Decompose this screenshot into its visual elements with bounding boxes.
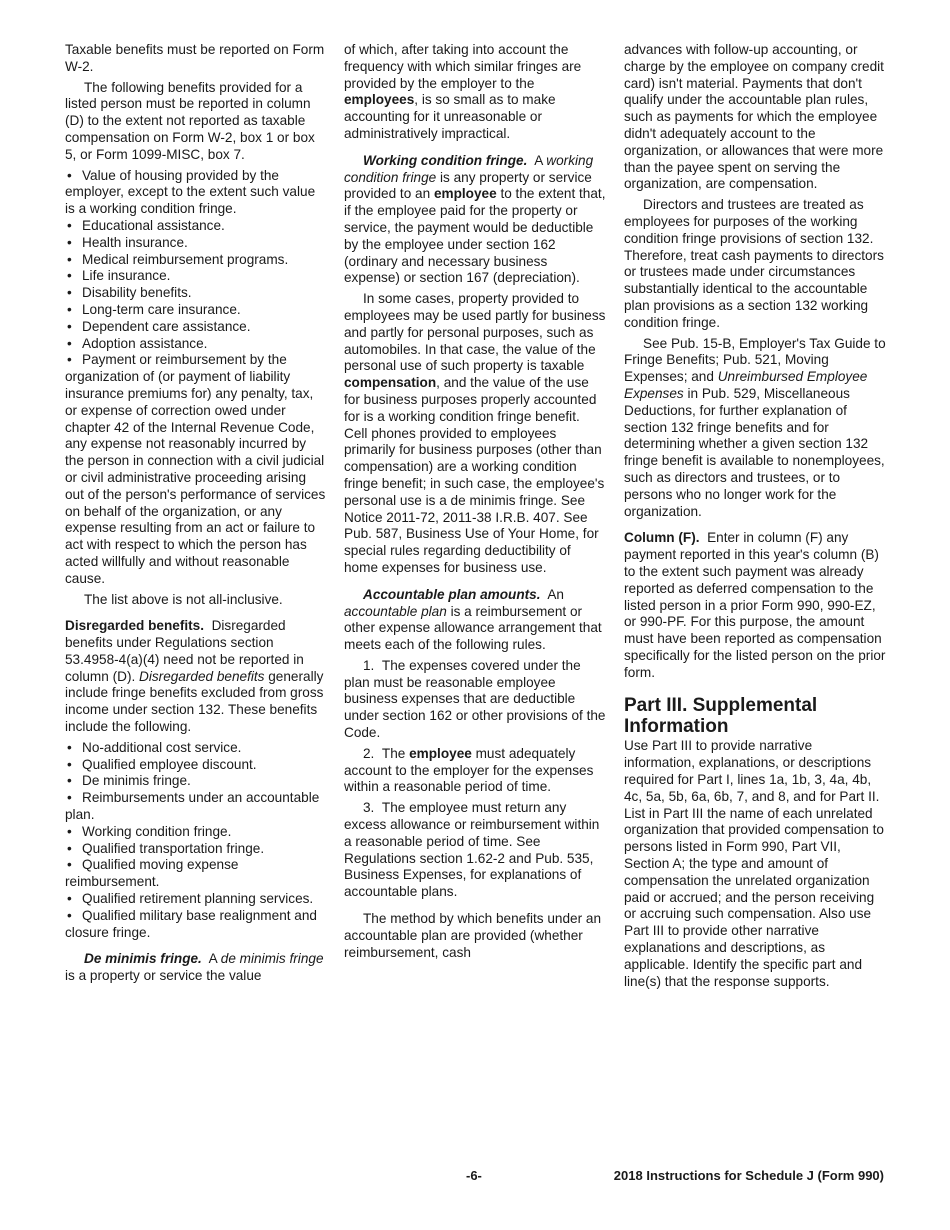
list-item: • Long-term care insurance. [65, 302, 327, 319]
list-item: • Medical reimbursement programs. [65, 252, 327, 269]
rule-item: 3. The employee must return any excess allowance or reimbursement within a reasonable period of time. See Regulations section 1.62-2 and Pub. 535, Business Expenses, for explanations of accountable plans. [344, 800, 600, 900]
part-iii-heading: Part III. Supplemental Information [624, 695, 818, 738]
section-heading: De minimis fringe. [84, 951, 202, 967]
list-item: • Qualified transportation fringe. [65, 841, 327, 858]
list-item: • Educational assistance. [65, 218, 327, 235]
section-heading: Column (F). [624, 530, 700, 546]
paragraph: The following benefits provided for a listed person must be reported in column (D) to the extent not reported as taxable compensation on Form W-2, box 1 or box 5, or Form 1099-MISC, box 7. [65, 79, 315, 162]
bullet-list-disregarded-benefits [65, 740, 327, 942]
column-1 [65, 42, 327, 989]
paragraph: See Pub. 15-B, Employer's Tax Guide to Fringe Benefits; Pub. 521, Moving Expenses; and Unreimbursed Employee Expenses in Pub. 529, Miscellaneous Deductions, for further explanation of section 132 fringe benefits and for determining whether a given section 132 fringe benefit is available to nonemployees, such as directors and trustees, or to persons who no longer work for the organization. [624, 335, 886, 519]
rule-item: 2. The employee must adequately account to the employer for the expenses within a reasonable period of time. [344, 745, 594, 795]
paragraph: of which, after taking into account the frequency with which similar fringes are provided by the employer to the employees, is so small as to make accounting for it unreasonable or administratively impractical. [344, 42, 582, 141]
paragraph-column-f: Column (F). Enter in column (F) any payment reported in this year's column (B) to the extent such payment was already reported as deferred compensation to the listed person in a prior Form 990, 990-EZ, or 990-PF. For this purpose, the amount must have been reported as compensation specifically for the listed person on the prior form. [624, 530, 886, 680]
list-item: • Adoption assistance. [65, 336, 327, 353]
paragraph-de-minimis: De minimis fringe. A de minimis fringe is a property or service the value [65, 951, 324, 984]
list-item: • Qualified employee discount. [65, 757, 327, 774]
column-2 [344, 42, 606, 965]
paragraph-working-condition-fringe: Working condition fringe. A working condition fringe is any property or service provided to an employee to the extent that, if the employee paid for the property or service, the payment would be deductible by the employee under section 162 (ordinary and necessary business expense) or section 167 (depreciation). [344, 152, 606, 286]
list-item: • Qualified retirement planning services. [65, 891, 327, 908]
paragraph: In some cases, property provided to employees may be used partly for business and partly for personal purposes, such as automobiles. In that case, the value of the personal use of such property is taxable compensation, and the value of the use for business purposes properly accounted for is a working condition fringe benefit. Cell phones provided to employees primarily for business purposes (other than compensation) are a working condition fringe benefit; in such case, the employee's personal use is a de minimis fringe. See Notice 2011-72, 2011-38 I.R.B. 407. See Pub. 587, Business Use of Your Home, for special rules regarding deductibility of home expenses for business use. [344, 291, 606, 575]
page-number: -6- [466, 1168, 482, 1183]
paragraph: Use Part III to provide narrative information, explanations, or descriptions required for Part I, lines 1a, 1b, 3, 4a, 4b, 4c, 5a, 5b, 6a, 6b, 7, and 8, and for Part II. List in Part III the name of each unrelated organization that provided compensation to persons listed in Form 990, Part VII, Section A; the type and amount of compensation the unrelated organization paid or accrued; and the person receiving or accruing such compensation. Also use Part III to provide other narrative explanations and descriptions, as applicable. Identify the specific part and line(s) that the response supports. [624, 738, 884, 989]
section-heading: Disregarded benefits. [65, 618, 204, 634]
footer-title: 2018 Instructions for Schedule J (Form 990) [613, 1168, 884, 1183]
paragraph: advances with follow-up accounting, or charge by the employee on company credit card) isn't material. Payments that don't qualify under the accountable plan rules, such as payments for which the employee didn't adequately account to the organization, or allowances that were more than the payee spent on serving the organization, are compensation. [624, 42, 884, 192]
list-item: • Health insurance. [65, 235, 327, 252]
rule-item: 1. The expenses covered under the plan must be reasonable employee business expenses that are deductible under section 162 or other provisions of the Code. [344, 657, 606, 741]
paragraph-accountable-plan: Accountable plan amounts. An accountable plan is a reimbursement or other expense allowance arrangement that meets each of the following rules. [344, 586, 602, 653]
bullet-list-taxable-benefits [65, 168, 327, 588]
list-item: • De minimis fringe. [65, 773, 327, 790]
paragraph: Taxable benefits must be reported on Form W-2. [65, 42, 325, 74]
list-item: • Disability benefits. [65, 285, 327, 302]
list-item: • Life insurance. [65, 268, 327, 285]
list-item: • Qualified military base realignment and closure fringe. [65, 908, 327, 942]
list-item: • Payment or reimbursement by the organization of (or payment of liability insurance premiums for) any penalty, tax, or expense of correction owed under chapter 42 of the Internal Revenue Code, any expense not reasonably incurred by the person in connection with a civil judicial or civil administrative proceeding arising out of the person's performance of services on behalf of the organization, or any expense resulting from an act or failure to act with respect to which the person has acted willfully and without reasonable cause. [65, 352, 327, 587]
list-item: • Qualified moving expense reimbursement. [65, 857, 327, 891]
paragraph-disregarded-benefits: Disregarded benefits. Disregarded benefits under Regulations section 53.4958-4(a)(4) need not be reported in column (D). Disregarded benefits generally include fringe benefits excluded from gross income under section 132. These benefits include the following. [65, 618, 324, 735]
list-item: • No-additional cost service. [65, 740, 327, 757]
list-item: • Value of housing provided by the employer, except to the extent such value is a working condition fringe. [65, 168, 327, 218]
list-item: • Reimbursements under an accountable plan. [65, 790, 327, 824]
paragraph: The list above is not all-inclusive. [84, 591, 283, 607]
section-heading: Working condition fringe. [363, 152, 528, 168]
section-heading: Accountable plan amounts. [363, 586, 541, 602]
list-item: • Dependent care assistance. [65, 319, 327, 336]
column-3 [624, 42, 886, 994]
paragraph: The method by which benefits under an accountable plan are provided (whether reimbursement, cash [344, 911, 602, 960]
paragraph: Directors and trustees are treated as employees for purposes of the working condition fringe provisions of section 132. Therefore, treat cash payments to directors or trustees made under circumstances substantially identical to the accountable plan provisions as a section 132 working condition fringe. [624, 197, 884, 330]
list-item: • Working condition fringe. [65, 824, 327, 841]
